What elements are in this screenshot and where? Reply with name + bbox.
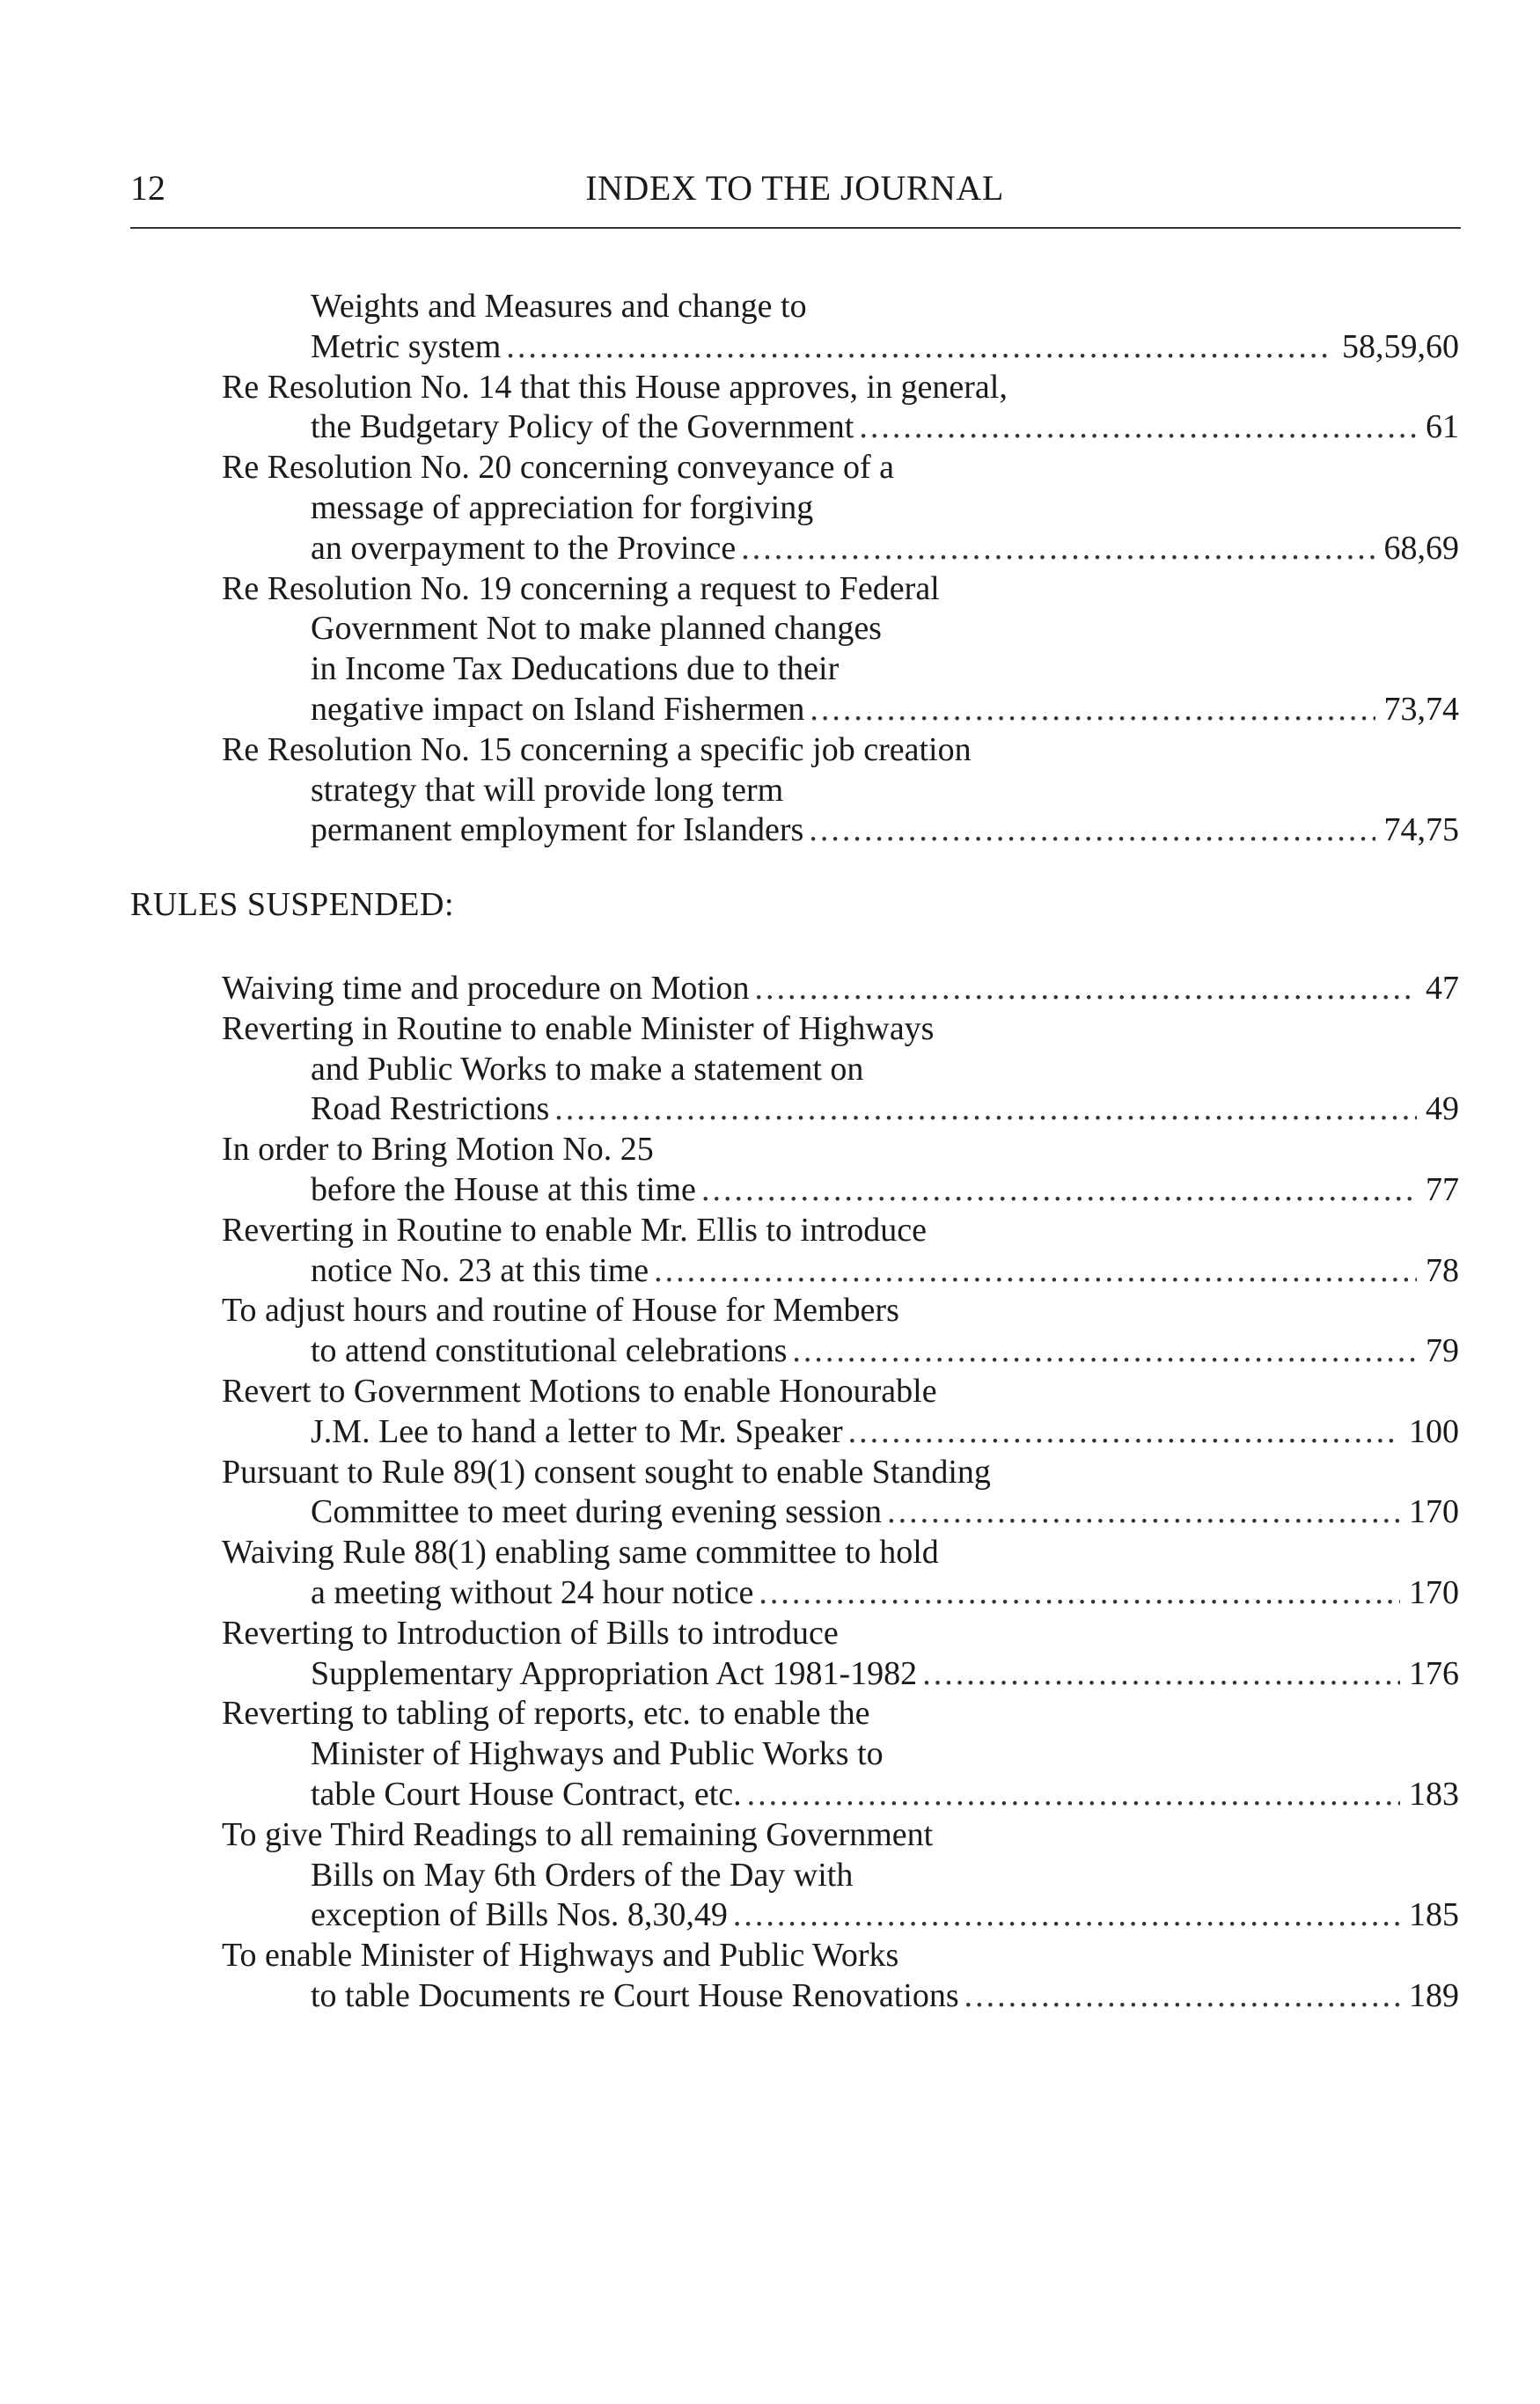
dot-leader bbox=[506, 327, 1333, 368]
index-entry-line bbox=[0, 569, 1459, 610]
index-entry bbox=[0, 730, 1459, 851]
entry-text: notice No. 23 at this time bbox=[311, 1251, 649, 1289]
index-entry-line bbox=[0, 690, 1459, 730]
index-entry-line bbox=[0, 287, 1459, 327]
entry-text: in Income Tax Deducations due to their bbox=[311, 650, 840, 688]
page-reference: 170 bbox=[1409, 1573, 1459, 1611]
entry-text: before the House at this time bbox=[311, 1170, 696, 1208]
section-heading: RULES SUSPENDED: bbox=[130, 886, 454, 923]
index-entry-line bbox=[0, 1936, 1459, 1976]
index-entry-line bbox=[0, 1453, 1459, 1493]
dot-leader bbox=[741, 529, 1375, 569]
dot-leader bbox=[654, 1251, 1417, 1292]
entry-text: strategy that will provide long term bbox=[311, 771, 784, 809]
entry-text: Re Resolution No. 15 concerning a specific job creation bbox=[222, 730, 972, 768]
index-entry-line bbox=[0, 368, 1459, 408]
entry-text: Committee to meet during evening session bbox=[311, 1493, 883, 1531]
index-group-rules-suspended bbox=[0, 969, 1459, 2017]
entry-text: Re Resolution No. 14 that this House approves, in general, bbox=[222, 368, 1008, 406]
index-entry-line bbox=[0, 1211, 1459, 1251]
entry-text: Reverting in Routine to enable Minister of Highways bbox=[222, 1009, 935, 1047]
page-reference: 185 bbox=[1409, 1896, 1459, 1934]
page-header bbox=[130, 167, 1459, 220]
entry-text: exception of Bills Nos. 8,30,49 bbox=[311, 1896, 728, 1934]
entry-text: Road Restrictions bbox=[311, 1090, 550, 1128]
entry-text: and Public Works to make a statement on bbox=[311, 1050, 864, 1088]
page-reference: 68,69 bbox=[1383, 529, 1459, 567]
dot-leader bbox=[759, 1573, 1400, 1614]
index-entry-line bbox=[0, 529, 1459, 569]
index-entry-line bbox=[0, 1815, 1459, 1856]
dot-leader bbox=[792, 1331, 1417, 1372]
page-reference: 79 bbox=[1426, 1332, 1459, 1370]
entry-text: table Court House Contract, etc. bbox=[311, 1775, 742, 1813]
index-entry-line bbox=[0, 1533, 1459, 1573]
index-entry-line bbox=[0, 1775, 1459, 1815]
dot-leader bbox=[810, 690, 1375, 730]
index-entry-line bbox=[0, 730, 1459, 771]
page-reference: 183 bbox=[1409, 1775, 1459, 1813]
index-entry-line bbox=[0, 810, 1459, 851]
index-entry-line bbox=[0, 1412, 1459, 1453]
entry-text: Minister of Highways and Public Works to bbox=[311, 1735, 884, 1773]
entry-text: an overpayment to the Province bbox=[311, 529, 737, 567]
index-entry-line bbox=[0, 969, 1459, 1009]
dot-leader bbox=[809, 810, 1375, 851]
entry-text: Reverting to tabling of reports, etc. to enable the bbox=[222, 1695, 870, 1733]
index-entry-line bbox=[0, 1976, 1459, 2017]
index-entry-line bbox=[0, 1170, 1459, 1211]
page-reference: 61 bbox=[1426, 408, 1459, 446]
entry-text: Pursuant to Rule 89(1) consent sought to enable Standing bbox=[222, 1453, 991, 1491]
dot-leader bbox=[733, 1895, 1400, 1936]
dot-leader bbox=[747, 1775, 1400, 1815]
entry-text: To enable Minister of Highways and Public Works bbox=[222, 1937, 899, 1975]
index-entry bbox=[0, 1815, 1459, 1936]
index-entry-line bbox=[0, 448, 1459, 488]
index-group-resolutions bbox=[0, 287, 1459, 851]
dot-leader bbox=[922, 1654, 1400, 1695]
page-reference: 58,59,60 bbox=[1342, 327, 1459, 365]
entry-text: to attend constitutional celebrations bbox=[311, 1332, 788, 1370]
entry-text: negative impact on Island Fishermen bbox=[311, 690, 805, 728]
index-entry bbox=[0, 569, 1459, 730]
index-entry-line bbox=[0, 1694, 1459, 1734]
dot-leader bbox=[964, 1976, 1400, 2017]
page-reference: 78 bbox=[1426, 1251, 1459, 1289]
entry-text: a meeting without 24 hour notice bbox=[311, 1573, 754, 1611]
index-entry-line bbox=[0, 1734, 1459, 1775]
page-reference: 170 bbox=[1409, 1493, 1459, 1531]
index-entry-line bbox=[0, 1895, 1459, 1936]
index-entry-line bbox=[0, 1050, 1459, 1090]
running-head: INDEX TO THE JOURNAL bbox=[585, 168, 1004, 208]
page-reference: 77 bbox=[1426, 1170, 1459, 1208]
dot-leader bbox=[554, 1089, 1417, 1130]
header-rule bbox=[130, 227, 1461, 229]
index-entry bbox=[0, 1936, 1459, 2017]
index-entry-line bbox=[0, 1291, 1459, 1331]
index-entry-line bbox=[0, 1614, 1459, 1654]
index-entry-line bbox=[0, 407, 1459, 448]
index-entry-line bbox=[0, 1573, 1459, 1614]
entry-text: message of appreciation for forgiving bbox=[311, 488, 814, 526]
index-entry bbox=[0, 287, 1459, 368]
index-entry-line bbox=[0, 771, 1459, 811]
index-entry-line bbox=[0, 649, 1459, 690]
index-entry-line bbox=[0, 1492, 1459, 1533]
page-reference: 189 bbox=[1409, 1976, 1459, 2014]
index-entry-line bbox=[0, 327, 1459, 368]
entry-text: permanent employment for Islanders bbox=[311, 811, 804, 849]
index-entry bbox=[0, 368, 1459, 449]
page-reference: 49 bbox=[1426, 1090, 1459, 1128]
entry-text: Weights and Measures and change to bbox=[311, 288, 807, 325]
dot-leader bbox=[701, 1170, 1417, 1211]
index-entry-line bbox=[0, 1654, 1459, 1695]
entry-text: To adjust hours and routine of House for Members bbox=[222, 1292, 899, 1330]
entry-text: Metric system bbox=[311, 327, 502, 365]
entry-text: Government Not to make planned changes bbox=[311, 610, 882, 648]
entry-text: the Budgetary Policy of the Government bbox=[311, 408, 854, 446]
page-number: 12 bbox=[130, 168, 165, 208]
index-entry bbox=[0, 1009, 1459, 1130]
index-entry-line bbox=[0, 1089, 1459, 1130]
index-entry bbox=[0, 1533, 1459, 1614]
entry-text: Waiving Rule 88(1) enabling same committee to hold bbox=[222, 1534, 939, 1572]
index-entry bbox=[0, 448, 1459, 568]
index-entry-line bbox=[0, 1856, 1459, 1896]
entry-text: Re Resolution No. 19 concerning a request to Federal bbox=[222, 569, 940, 607]
index-entry-line bbox=[0, 1251, 1459, 1292]
entry-text: Reverting to Introduction of Bills to introduce bbox=[222, 1614, 839, 1652]
entry-text: Supplementary Appropriation Act 1981-1982 bbox=[311, 1654, 918, 1692]
index-entry bbox=[0, 1130, 1459, 1211]
index-entry bbox=[0, 1291, 1459, 1372]
dot-leader bbox=[755, 969, 1417, 1009]
entry-text: Revert to Government Motions to enable Honourable bbox=[222, 1372, 937, 1410]
index-entry-line bbox=[0, 488, 1459, 529]
page-reference: 176 bbox=[1409, 1654, 1459, 1692]
entry-text: Reverting in Routine to enable Mr. Ellis to introduce bbox=[222, 1211, 928, 1249]
page-reference: 73,74 bbox=[1383, 690, 1459, 728]
entry-text: Waiving time and procedure on Motion bbox=[222, 970, 750, 1007]
page-reference: 47 bbox=[1426, 970, 1459, 1007]
index-entry bbox=[0, 1614, 1459, 1695]
dot-leader bbox=[887, 1492, 1400, 1533]
entry-text: J.M. Lee to hand a letter to Mr. Speaker bbox=[311, 1412, 843, 1450]
entry-text: to table Documents re Court House Renovations bbox=[311, 1976, 959, 2014]
entry-text: Re Resolution No. 20 concerning conveyance of a bbox=[222, 449, 894, 487]
page-reference: 74,75 bbox=[1383, 811, 1459, 849]
index-entry-line bbox=[0, 1130, 1459, 1170]
index-entry-line bbox=[0, 1372, 1459, 1412]
index-entry bbox=[0, 969, 1459, 1009]
dot-leader bbox=[848, 1412, 1400, 1453]
index-entry bbox=[0, 1453, 1459, 1534]
index-entry bbox=[0, 1372, 1459, 1453]
page-reference: 100 bbox=[1409, 1412, 1459, 1450]
dot-leader bbox=[859, 407, 1417, 448]
index-entry bbox=[0, 1211, 1459, 1292]
index-entry-line bbox=[0, 609, 1459, 649]
index-entry-line bbox=[0, 1331, 1459, 1372]
index-entry bbox=[0, 1694, 1459, 1814]
index-entry-line bbox=[0, 1009, 1459, 1050]
entry-text: To give Third Readings to all remaining Government bbox=[222, 1815, 934, 1853]
entry-text: Bills on May 6th Orders of the Day with bbox=[311, 1856, 854, 1894]
entry-text: In order to Bring Motion No. 25 bbox=[222, 1131, 654, 1169]
